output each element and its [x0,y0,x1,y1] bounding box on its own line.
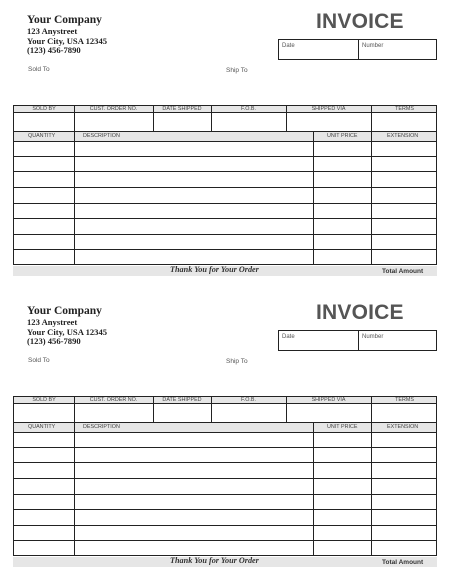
ship-to-field[interactable]: Ship To [226,358,248,365]
header-column-label: CUST. ORDER NO. [89,397,138,403]
line-items-table [13,422,437,556]
description-column-label: DESCRIPTION [83,424,120,430]
column-divider [74,132,75,265]
header-column-label: SHIPPED VIA [311,106,346,112]
row-divider [14,509,436,510]
row-divider [14,447,436,448]
extension-column-label: EXTENSION [387,424,419,430]
row-divider [14,525,436,526]
header-column-label: DATE SHIPPED [162,397,202,403]
row-divider [14,494,436,495]
row-divider [14,462,436,463]
invoice-form [0,291,450,582]
date-field[interactable]: Date [282,334,295,340]
invoice-title: INVOICE [316,301,404,324]
sold-to-field[interactable]: Sold To [28,357,50,364]
header-column-label: F.O.B. [241,106,256,112]
company-phone: (123) 456-7890 [27,336,81,346]
number-field[interactable]: Number [362,43,384,49]
header-column-label: SOLD BY [32,397,56,403]
company-phone: (123) 456-7890 [27,45,81,55]
row-divider [14,156,436,157]
company-block [27,305,107,347]
quantity-column-label: QUANTITY [28,424,56,430]
column-divider [371,423,372,556]
header-column-label: TERMS [395,397,414,403]
header-column-label: SOLD BY [32,106,56,112]
sold-to-field[interactable]: Sold To [28,66,50,73]
unit-price-column-label: UNIT PRICE [327,424,358,430]
company-street: 123 Anystreet [27,26,78,36]
extension-column-label: EXTENSION [387,133,419,139]
row-divider [14,171,436,172]
header-column-label: F.O.B. [241,397,256,403]
quantity-column-label: QUANTITY [28,133,56,139]
row-divider [14,478,436,479]
date-field[interactable]: Date [282,43,295,49]
invoice-title: INVOICE [316,10,404,33]
row-divider [14,203,436,204]
company-block [27,14,107,56]
row-divider [14,234,436,235]
company-city: Your City, USA 12345 [27,326,108,337]
column-divider [313,423,314,556]
column-divider [371,132,372,265]
header-column-label: TERMS [395,106,414,112]
row-divider [14,141,436,142]
row-divider [14,249,436,250]
company-name: Your Company [27,305,102,317]
row-divider [14,218,436,219]
row-divider [14,432,436,433]
row-divider [14,540,436,541]
description-column-label: DESCRIPTION [83,133,120,139]
row-divider [14,187,436,188]
company-name: Your Company [27,14,102,26]
total-amount-label: Total Amount [382,268,424,275]
date-number-box [278,39,437,60]
box-divider [358,40,359,59]
header-column-label: SHIPPED VIA [311,397,346,403]
column-divider [313,132,314,265]
shipping-info-table [13,396,437,423]
line-items-table [13,131,437,265]
company-street: 123 Anystreet [27,317,78,327]
column-divider [74,423,75,556]
ship-to-field[interactable]: Ship To [226,67,248,74]
header-band [14,132,436,141]
thank-you-note: Thank You for Your Order [170,265,259,274]
unit-price-column-label: UNIT PRICE [327,133,358,139]
box-divider [358,331,359,350]
header-column-label: DATE SHIPPED [162,106,202,112]
total-amount-label: Total Amount [382,559,424,566]
thank-you-note: Thank You for Your Order [170,556,259,565]
header-band [14,423,436,432]
date-number-box [278,330,437,351]
number-field[interactable]: Number [362,334,384,340]
company-city: Your City, USA 12345 [27,35,108,46]
shipping-info-table [13,105,437,132]
header-column-label: CUST. ORDER NO. [89,106,138,112]
